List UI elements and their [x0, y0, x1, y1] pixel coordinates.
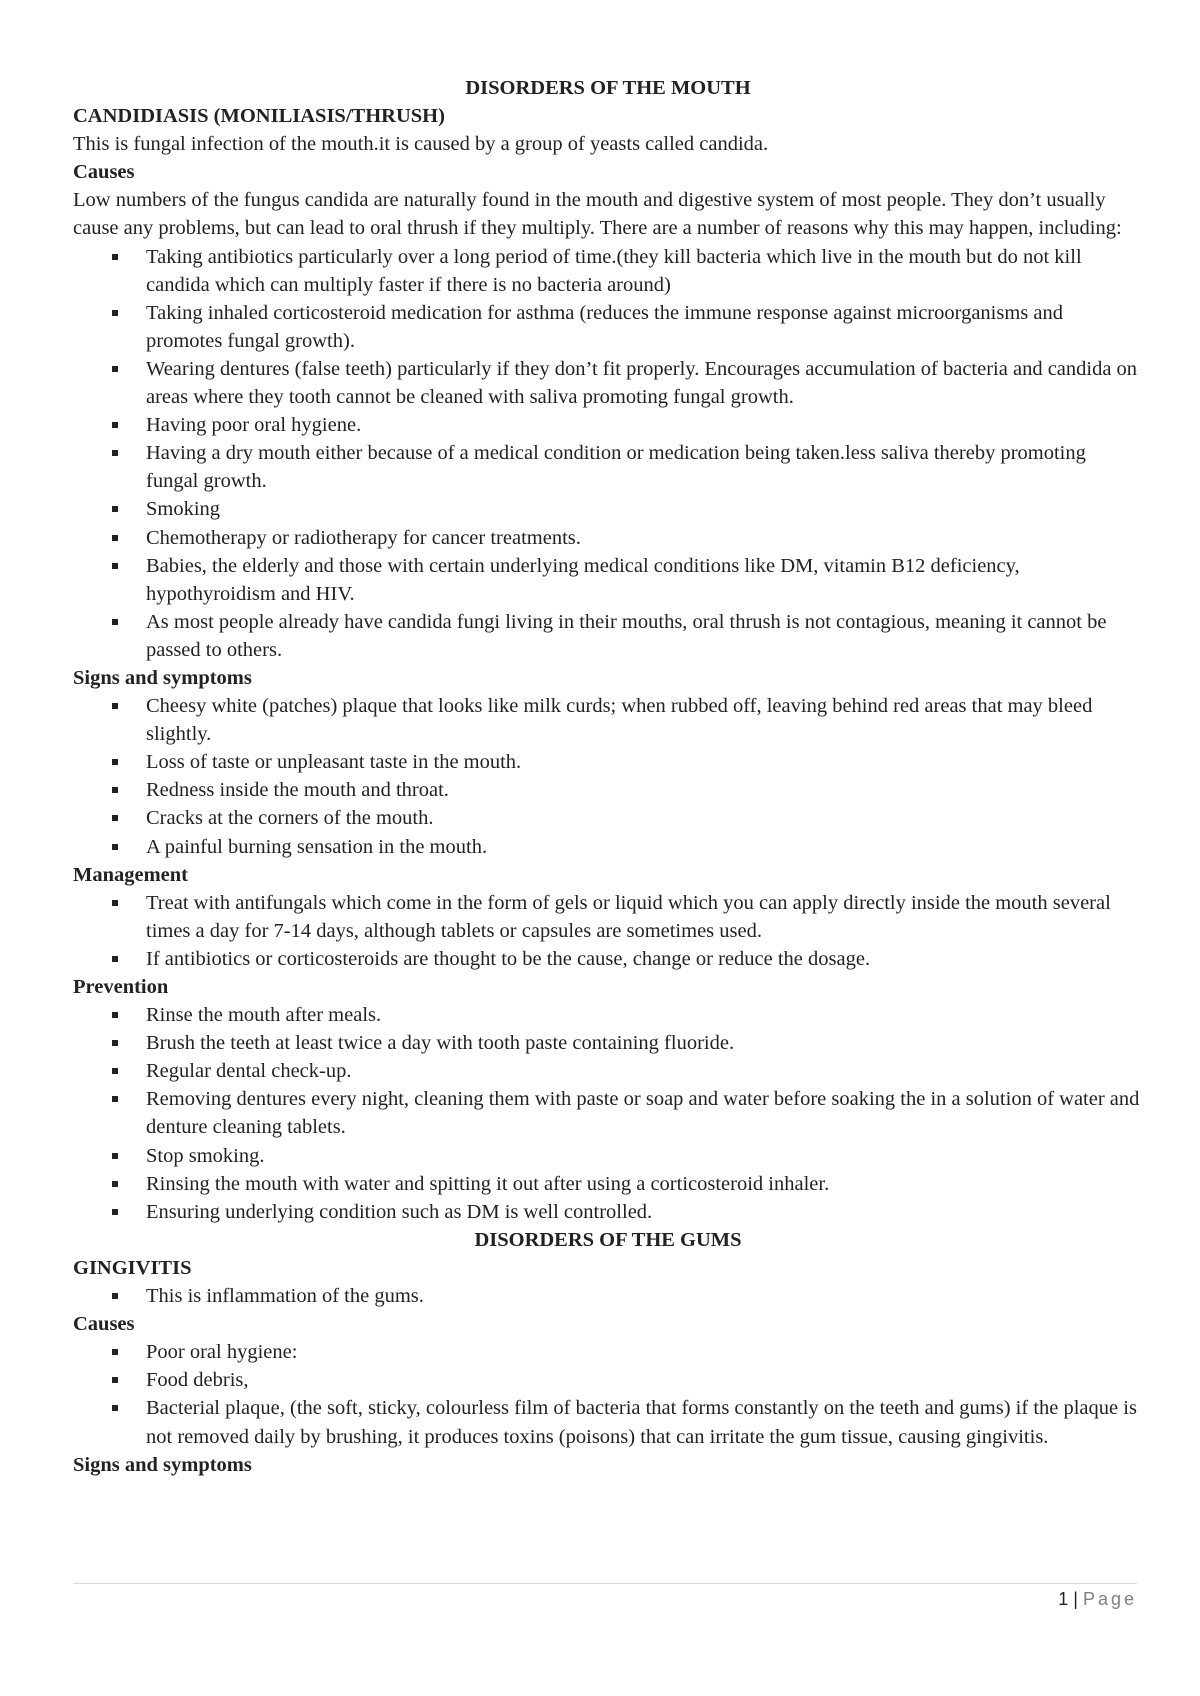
list-item: Treat with antifungals which come in the form of gels or liquid which you can apply directly inside the mouth several times a day for 7-14 days, although tablets or capsules are sometimes used. [146, 889, 1143, 945]
list-item: Redness inside the mouth and throat. [146, 776, 1143, 804]
gingivitis-causes-list [73, 1338, 1143, 1450]
heading-gingivitis: GINGIVITIS [73, 1256, 192, 1279]
list-item: Removing dentures every night, cleaning them with paste or soap and water before soaking the in a solution of water and denture cleaning tablets. [146, 1085, 1143, 1141]
page-number: 1 [1058, 1589, 1069, 1609]
heading-gingivitis-causes: Causes [73, 1313, 135, 1336]
list-item: Taking antibiotics particularly over a long period of time.(they kill bacteria which live in the mouth but do not kill candida which can multiply faster if there is no bacteria around) [146, 243, 1143, 299]
heading-gingivitis-signs: Signs and symptoms [73, 1453, 252, 1476]
list-item: Babies, the elderly and those with certain underlying medical conditions like DM, vitamin B12 deficiency, hypothyroidism and HIV. [146, 552, 1143, 608]
list-item: This is inflammation of the gums. [146, 1282, 1143, 1310]
heading-causes: Causes [73, 161, 135, 184]
candidiasis-intro: This is fungal infection of the mouth.it is caused by a group of yeasts called candida. [73, 133, 769, 156]
list-item: Chemotherapy or radiotherapy for cancer treatments. [146, 524, 1143, 552]
list-item: Stop smoking. [146, 1142, 1143, 1170]
heading-prevention: Prevention [73, 976, 169, 998]
causes-intro: Low numbers of the fungus candida are naturally found in the mouth and digestive system of most people. They don’t usually cause any problems, but can lead to oral thrush if they multiply. There are a number of reasons why this may happen, including: [73, 189, 1122, 240]
list-item: Rinsing the mouth with water and spitting it out after using a corticosteroid inhaler. [146, 1170, 1143, 1198]
causes-list [73, 243, 1143, 664]
list-item: Cracks at the corners of the mouth. [146, 804, 1143, 832]
title-disorders-of-mouth: DISORDERS OF THE MOUTH [465, 77, 751, 99]
list-item: As most people already have candida fungi living in their mouths, oral thrush is not contagious, meaning it cannot be passed to others. [146, 608, 1143, 664]
list-item: Taking inhaled corticosteroid medication for asthma (reduces the immune response against microorganisms and promotes fungal growth). [146, 299, 1143, 355]
list-item: Ensuring underlying condition such as DM is well controlled. [146, 1198, 1143, 1226]
gingivitis-definition-list [73, 1282, 1143, 1310]
page-footer [1058, 1589, 1137, 1610]
list-item: A painful burning sensation in the mouth. [146, 833, 1143, 861]
list-item: Food debris, [146, 1366, 1143, 1394]
page-label: Page [1082, 1589, 1137, 1609]
list-item: Regular dental check-up. [146, 1057, 1143, 1085]
heading-candidiasis: CANDIDIASIS (MONILIASIS/THRUSH) [73, 105, 445, 128]
list-item: Wearing dentures (false teeth) particularly if they don’t fit properly. Encourages accumulation of bacteria and candida on areas where they tooth cannot be cleaned with saliva promoting fungal growth. [146, 355, 1143, 411]
list-item: Rinse the mouth after meals. [146, 1001, 1143, 1029]
document-page [73, 74, 1143, 1479]
list-item: Brush the teeth at least twice a day with tooth paste containing fluoride. [146, 1029, 1143, 1057]
list-item: Bacterial plaque, (the soft, sticky, colourless film of bacteria that forms constantly on the teeth and gums) if the plaque is not removed daily by brushing, it produces toxins (poisons) that can irritate the gum tissue, causing gingivitis. [146, 1394, 1143, 1450]
list-item: Smoking [146, 495, 1143, 523]
list-item: Having poor oral hygiene. [146, 411, 1143, 439]
footer-divider [73, 1583, 1137, 1584]
list-item: If antibiotics or corticosteroids are thought to be the cause, change or reduce the dosage. [146, 945, 1143, 973]
prevention-list [73, 1001, 1143, 1226]
signs-list [73, 692, 1143, 861]
heading-signs-and-symptoms: Signs and symptoms [73, 666, 252, 689]
list-item: Cheesy white (patches) plaque that looks like milk curds; when rubbed off, leaving behind red areas that may bleed slightly. [146, 692, 1143, 748]
heading-management: Management [73, 863, 189, 886]
management-list [73, 889, 1143, 973]
list-item: Poor oral hygiene: [146, 1338, 1143, 1366]
footer-separator: | [1073, 1589, 1078, 1609]
list-item: Having a dry mouth either because of a medical condition or medication being taken.less saliva thereby promoting fungal growth. [146, 439, 1143, 495]
title-disorders-of-gums: DISORDERS OF THE GUMS [474, 1228, 742, 1251]
list-item: Loss of taste or unpleasant taste in the mouth. [146, 748, 1143, 776]
